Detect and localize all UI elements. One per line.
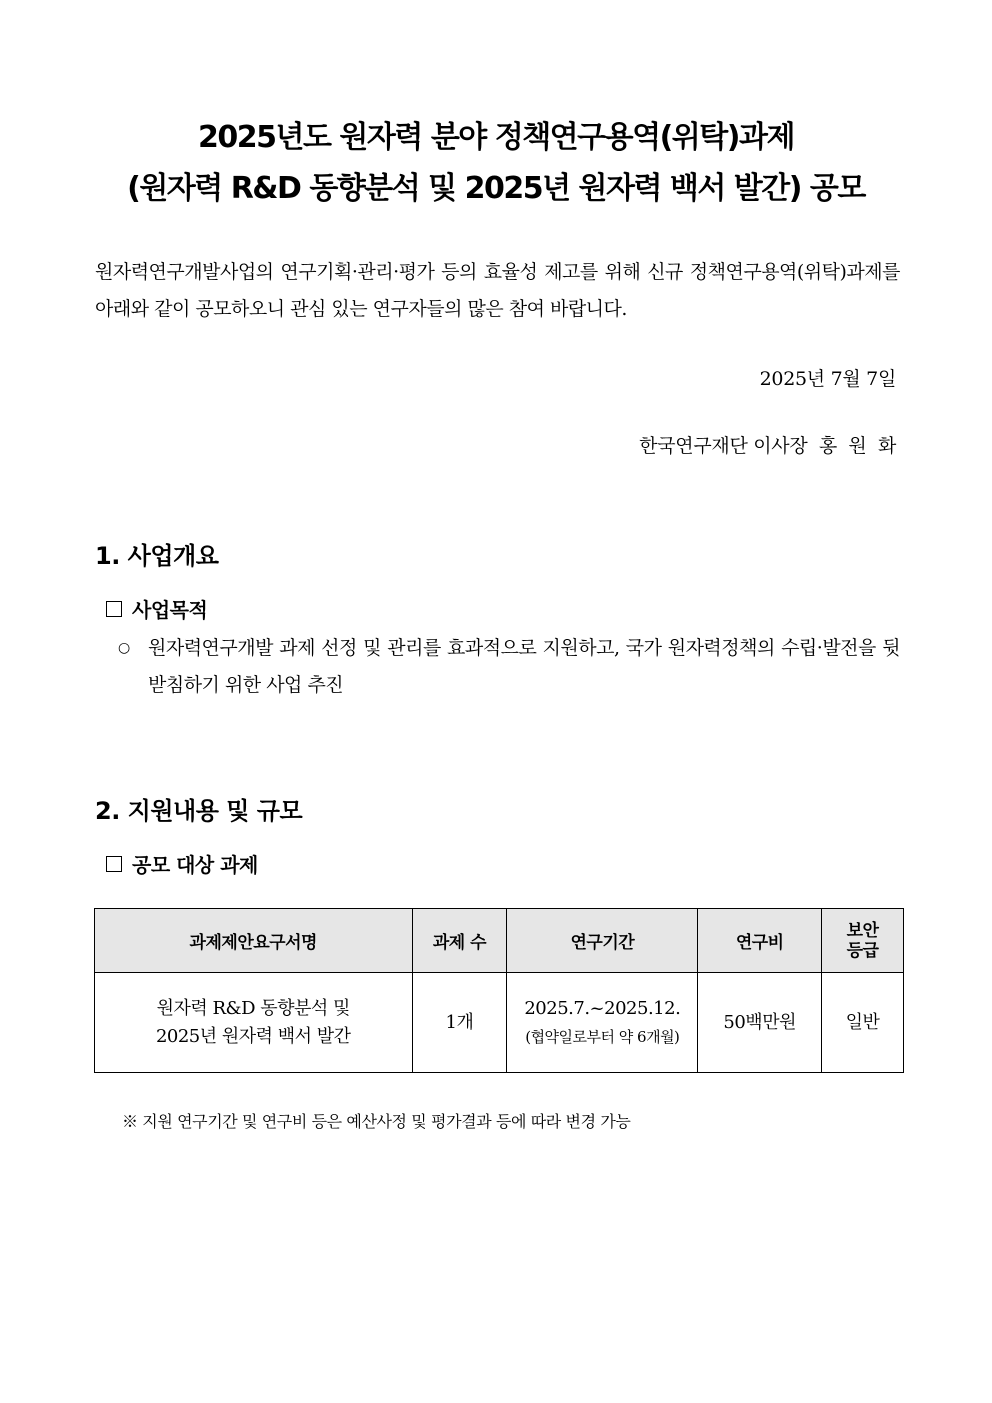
project-name-line2: 2025년 원자력 백서 발간: [155, 1025, 351, 1047]
purpose-bullet-text: 원자력연구개발 과제 선정 및 관리를 효과적으로 지원하고, 국가 원자력정책의 수립·발전을 뒷받침하기 위한 사업 추진: [148, 637, 900, 696]
signature: 한국연구재단 이사장 홍 원 화: [639, 435, 896, 457]
cell-project-count: 1개: [412, 973, 507, 1073]
header-period: 연구기간: [507, 909, 698, 973]
cell-security-level: 일반: [822, 973, 904, 1073]
header-project-name: 과제제안요구서명: [95, 909, 413, 973]
intro-paragraph: 원자력연구개발사업의 연구기획·관리·평가 등의 효율성 제고를 위해 신규 정책연구용역(위탁)과제를 아래와 같이 공모하오니 관심 있는 연구자들의 많은 참여 바랍니다.: [95, 261, 900, 320]
project-name-line1: 원자력 R&D 동향분석 및: [156, 997, 350, 1019]
cell-project-name: [95, 973, 413, 1073]
announcement-date: 2025년 7월 7일: [759, 368, 896, 390]
table-row: [95, 973, 904, 1073]
subheading-purpose-label: 사업목적: [132, 598, 208, 622]
table-header-row: [95, 909, 904, 973]
section-heading-overview: 1. 사업개요: [95, 542, 219, 570]
cell-budget: 50백만원: [698, 973, 822, 1073]
header-security-level: [822, 909, 904, 973]
subheading-target-label: 공모 대상 과제: [132, 853, 258, 877]
document-subtitle: (원자력 R&D 동향분석 및 2025년 원자력 백서 발간) 공모: [127, 171, 865, 206]
header-security-line2: 등급: [846, 940, 879, 961]
cell-period: [507, 973, 698, 1073]
header-budget: 연구비: [698, 909, 822, 973]
subheading-purpose: [106, 594, 207, 623]
header-security-line1: 보안: [846, 920, 879, 941]
circle-bullet-icon: ○: [118, 640, 130, 656]
footnote: ※ 지원 연구기간 및 연구비 등은 예산사정 및 평가결과 등에 따라 변경 가능: [122, 1112, 631, 1131]
document-title: 2025년도 원자력 분야 정책연구용역(위탁)과제: [198, 120, 794, 155]
header-project-count: 과제 수: [412, 909, 507, 973]
checkbox-square-icon: [106, 856, 122, 872]
period-range: 2025.7.~2025.12.: [524, 997, 681, 1019]
purpose-bullet: [118, 630, 900, 704]
period-note: (협약일로부터 약 6개월): [525, 1027, 680, 1046]
subheading-target: [106, 849, 258, 878]
section-heading-support: 2. 지원내용 및 규모: [95, 797, 303, 825]
checkbox-square-icon: [106, 601, 122, 617]
project-table: [94, 908, 904, 1073]
